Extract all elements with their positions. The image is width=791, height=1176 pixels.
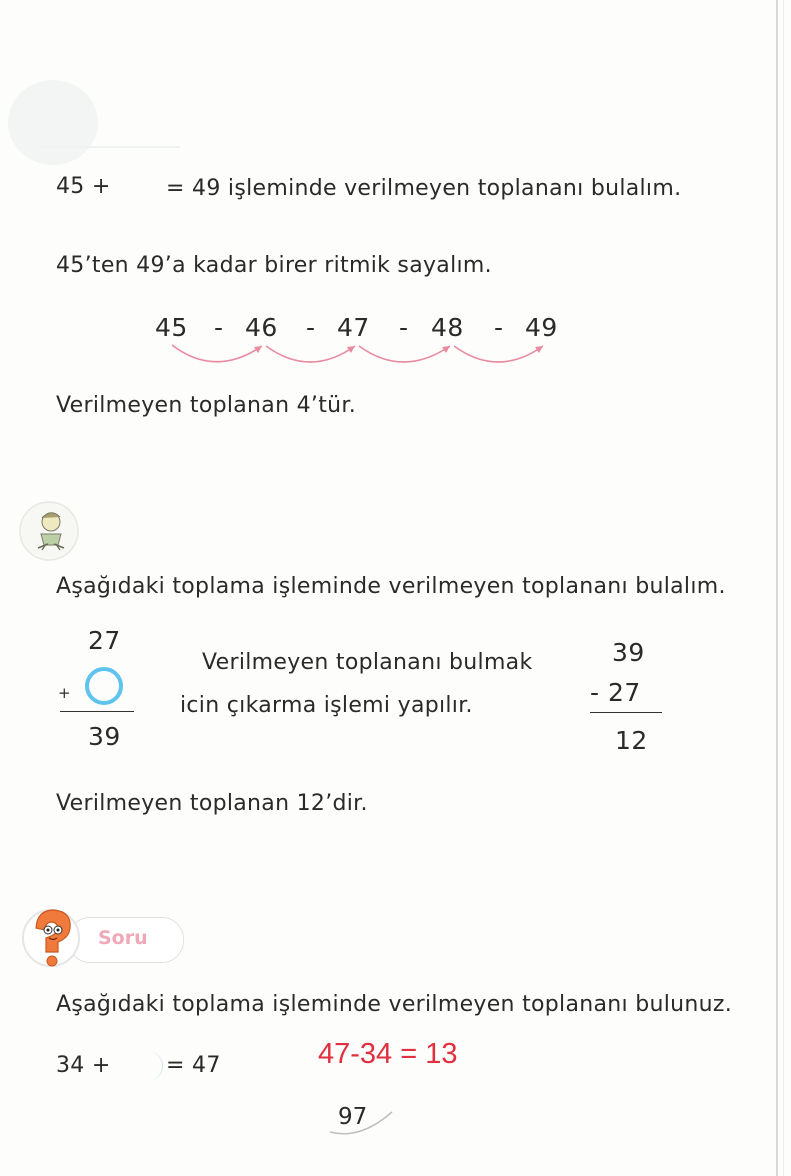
subtrahend-value: - 27 xyxy=(590,678,641,707)
sequence-item: 46 xyxy=(245,313,278,342)
sequence-dash: - xyxy=(306,313,316,342)
sequence-item: 45 xyxy=(155,313,188,342)
addend-value: 27 xyxy=(88,626,121,655)
sequence-item: 48 xyxy=(431,313,464,342)
minuend-value: 39 xyxy=(612,638,645,667)
count-arcs xyxy=(0,0,791,400)
count-arc xyxy=(359,346,450,362)
page-number-swoosh xyxy=(320,1098,400,1142)
sequence-item: 49 xyxy=(525,313,558,342)
arc-arrowhead xyxy=(347,346,355,353)
question-prompt: Aşağıdaki toplama işleminde verilmeyen toplananı bulunuz. xyxy=(56,992,733,1017)
count-arc xyxy=(454,346,543,362)
count-arc xyxy=(172,345,262,362)
handwritten-answer: 47-34 = 13 xyxy=(318,1038,458,1070)
example1-equation-right: = 49 işleminde verilmeyen toplananı bulalım. xyxy=(166,176,682,201)
explain-line2: icin çıkarma işlemi yapılır. xyxy=(180,693,473,718)
difference-value: 12 xyxy=(615,726,648,755)
example1-count-text: 45’ten 49’a kadar birer ritmik sayalım. xyxy=(56,253,492,278)
count-arc xyxy=(266,346,355,362)
page-number: 97 xyxy=(338,1104,368,1130)
sum-line xyxy=(60,711,134,712)
example1-result: Verilmeyen toplanan 4’tür. xyxy=(56,393,356,418)
sum-value: 39 xyxy=(88,722,121,751)
soru-badge-label: Soru xyxy=(98,927,148,949)
plus-sign: + xyxy=(58,684,71,702)
explain-line1: Verilmeyen toplananı bulmak xyxy=(202,650,533,675)
sequence-item: 47 xyxy=(337,313,370,342)
sequence-dash: - xyxy=(494,313,504,342)
question-mark-character-icon xyxy=(20,902,82,970)
sequence-dash: - xyxy=(399,313,409,342)
example2-intro: Aşağıdaki toplama işleminde verilmeyen toplananı bulalım. xyxy=(56,574,726,599)
question-blank-circle xyxy=(132,1051,163,1081)
thinking-boy-icon xyxy=(18,500,80,562)
question-equation-right: = 47 xyxy=(166,1053,221,1078)
question-equation-left: 34 + xyxy=(56,1053,111,1078)
difference-line xyxy=(590,712,662,713)
example1-equation-left: 45 + xyxy=(56,174,111,199)
missing-addend-circle xyxy=(85,667,123,705)
arc-arrowhead xyxy=(535,346,543,353)
example2-result: Verilmeyen toplanan 12’dir. xyxy=(56,791,368,816)
sequence-dash: - xyxy=(214,313,224,342)
